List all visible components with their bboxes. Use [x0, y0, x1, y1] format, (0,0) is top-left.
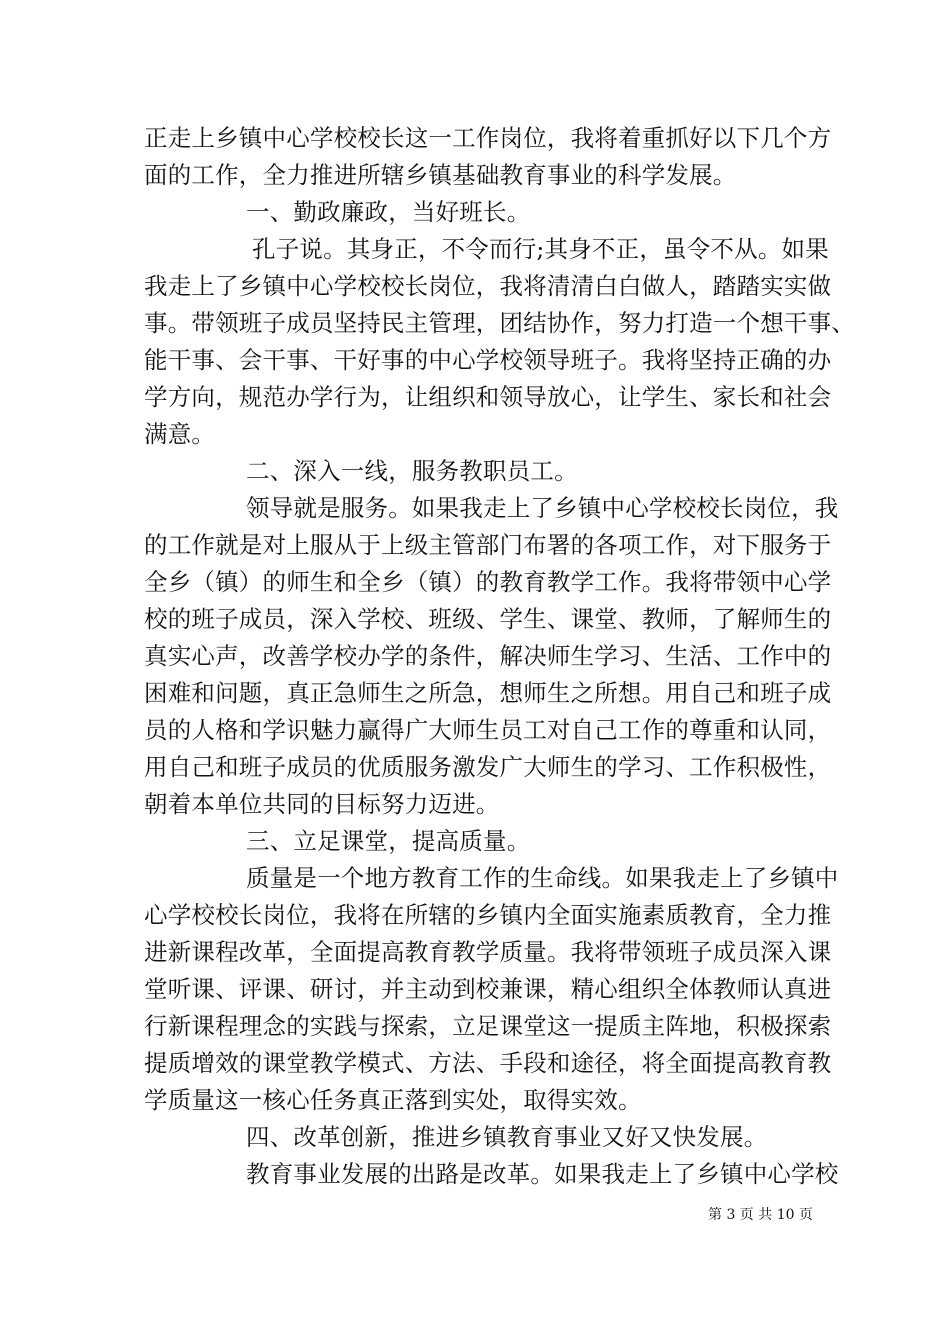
text-line: 堂听课、评课、研讨，并主动到校兼课，精心组织全体教师认真进 [144, 975, 832, 1003]
text-line: 真实心声，改善学校办学的条件，解决师生学习、生活、工作中的 [144, 642, 832, 670]
text-line: 我走上了乡镇中心学校校长岗位，我将清清白白做人，踏踏实实做 [144, 272, 832, 300]
section-heading: 四、改革创新，推进乡镇教育事业又好又快发展。 [246, 1123, 768, 1151]
text-line: 全乡（镇）的师生和全乡（镇）的教育教学工作。我将带领中心学 [144, 568, 832, 596]
section-heading: 三、立足课堂，提高质量。 [246, 827, 531, 855]
text-line: 能干事、会干事、干好事的中心学校领导班子。我将坚持正确的办 [144, 346, 832, 374]
text-line: 孔子说。其身正，不令而行;其身不正，虽令不从。如果 [252, 235, 829, 263]
text-line: 教育事业发展的出路是改革。如果我走上了乡镇中心学校 [246, 1160, 839, 1188]
text-line: 朝着本单位共同的目标努力迈进。 [144, 790, 500, 818]
text-line: 事。带领班子成员坚持民主管理，团结协作，努力打造一个想干事、 [144, 309, 855, 337]
text-line: 正走上乡镇中心学校校长这一工作岗位，我将着重抓好以下几个方 [144, 124, 832, 152]
text-line: 学质量这一核心任务真正落到实处，取得实效。 [144, 1086, 642, 1114]
text-line: 提质增效的课堂教学模式、方法、手段和途径，将全面提高教育教 [144, 1049, 832, 1077]
text-line: 进新课程改革，全面提高教育教学质量。我将带领班子成员深入课 [144, 938, 832, 966]
text-line: 用自己和班子成员的优质服务激发广大师生的学习、工作积极性， [144, 753, 832, 781]
text-line: 的工作就是对上服从于上级主管部门布署的各项工作，对下服务于 [144, 531, 832, 559]
page-number-footer: 第 3 页 共 10 页 [708, 1207, 813, 1223]
text-line: 满意。 [144, 420, 216, 448]
text-line: 领导就是服务。如果我走上了乡镇中心学校校长岗位，我 [246, 494, 839, 522]
text-line: 面的工作，全力推进所辖乡镇基础教育事业的科学发展。 [144, 161, 737, 189]
section-heading: 二、深入一线，服务教职员工。 [246, 457, 578, 485]
text-line: 困难和问题，真正急师生之所急，想师生之所想。用自己和班子成 [144, 679, 832, 707]
text-line: 员的人格和学识魅力赢得广大师生员工对自己工作的尊重和认同， [144, 716, 832, 744]
text-line: 心学校校长岗位，我将在所辖的乡镇内全面实施素质教育，全力推 [144, 901, 832, 929]
text-line: 学方向，规范办学行为，让组织和领导放心，让学生、家长和社会 [144, 383, 832, 411]
text-line: 校的班子成员，深入学校、班级、学生、课堂、教师，了解师生的 [144, 605, 832, 633]
section-heading: 一、勤政廉政，当好班长。 [246, 198, 531, 226]
text-line: 质量是一个地方教育工作的生命线。如果我走上了乡镇中 [246, 864, 839, 892]
text-line: 行新课程理念的实践与探索，立足课堂这一提质主阵地，积极探索 [144, 1012, 832, 1040]
